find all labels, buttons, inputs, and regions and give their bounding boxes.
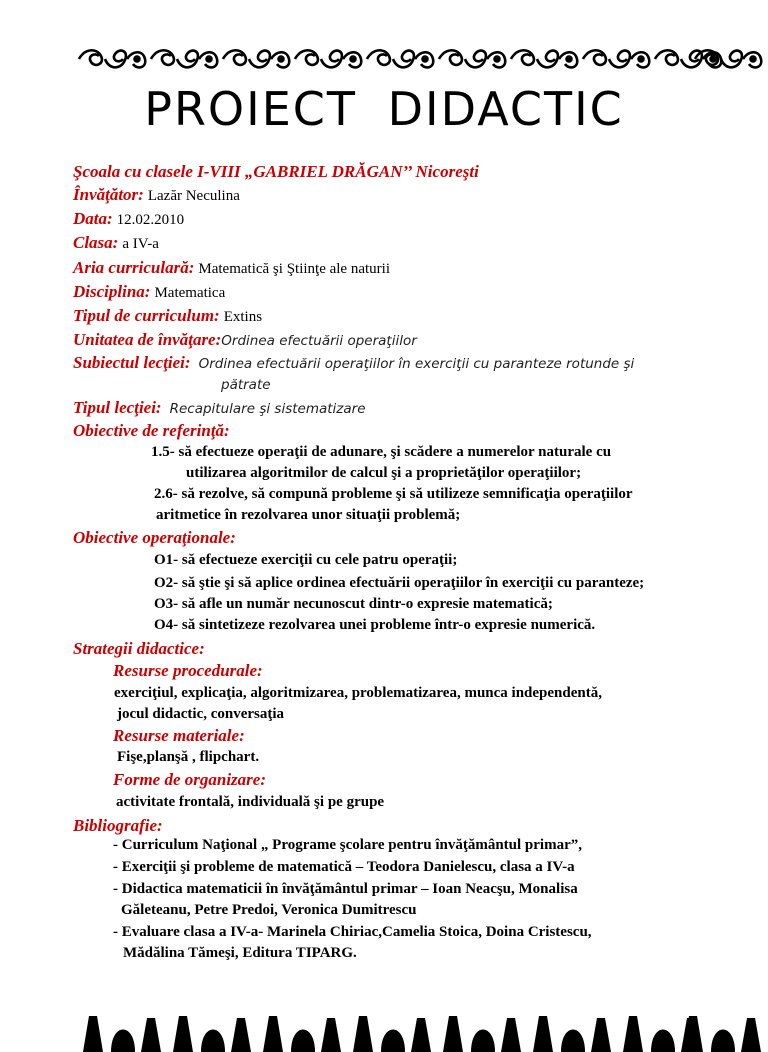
material-resources-line-1: Fişe,planşă , flipchart. bbox=[117, 749, 260, 765]
bibliography-heading: Bibliografie: bbox=[73, 816, 163, 835]
lesson-subject-label: Subiectul lecţiei: bbox=[73, 353, 191, 372]
discipline-value: Matematica bbox=[154, 285, 226, 301]
date-line bbox=[73, 209, 184, 229]
lesson-type-label: Tipul lecţiei: bbox=[73, 398, 162, 417]
procedural-resources-heading: Resurse procedurale: bbox=[113, 661, 263, 680]
reference-objectives-heading: Obiective de referinţă: bbox=[73, 421, 230, 440]
bibliography-item-4-cont: Mădălina Tămeşi, Editura TIPARG. bbox=[123, 945, 357, 961]
lesson-type-value: Recapitulare şi sistematizare bbox=[169, 401, 366, 417]
reference-objective-2: 2.6- să rezolve, să compună probleme şi să utilizeze semnificaţia operaţiilor bbox=[154, 486, 633, 502]
class-label: Clasa: bbox=[73, 233, 119, 252]
page-title: PROIECT DIDACTIC bbox=[144, 82, 624, 136]
lesson-type-line bbox=[73, 398, 366, 418]
organization-forms-line-1: activitate frontală, individuală şi pe grupe bbox=[116, 794, 385, 810]
reference-objective-1: 1.5- să efectueze operaţii de adunare, şi scădere a numerelor naturale cu bbox=[151, 444, 612, 460]
strategies-heading: Strategii didactice: bbox=[73, 639, 205, 658]
date-label: Data: bbox=[73, 209, 113, 228]
lesson-subject-line bbox=[73, 353, 634, 373]
operational-objective-o1: O1- să efectueze exerciţii cu cele patru operaţii; bbox=[154, 552, 458, 568]
learning-unit-label: Unitatea de învăţare: bbox=[73, 330, 222, 349]
school-label: Şcoala cu clasele I-VIII „GABRIEL DRĂGAN’’ Nicoreşti bbox=[73, 162, 479, 181]
class-line bbox=[73, 233, 159, 253]
bibliography-item-3: - Didactica matematicii în învăţământul primar – Ioan Neacşu, Monalisa bbox=[113, 881, 578, 897]
bibliography-item-2: - Exerciţii şi probleme de matematică – Teodora Danielescu, clasa a IV-a bbox=[113, 859, 575, 875]
operational-objective-o2: O2- să ştie şi să aplice ordinea efectuării operaţiilor în exerciţii cu paranteze; bbox=[154, 575, 645, 591]
curricular-area-label: Aria curriculară: bbox=[73, 258, 195, 277]
teacher-value: Lazăr Neculina bbox=[147, 188, 240, 204]
school-line bbox=[73, 162, 479, 182]
bibliography-item-1: - Curriculum Naţional „ Programe şcolare pentru învăţământul primar”, bbox=[113, 837, 582, 853]
curriculum-type-label: Tipul de curriculum: bbox=[73, 306, 220, 325]
reference-objective-2-cont: aritmetice în rezolvarea unor situaţii problemă; bbox=[156, 507, 461, 523]
operational-objective-o4: O4- să sintetizeze rezolvarea unei probleme într-o expresie numerică. bbox=[154, 617, 596, 633]
class-value: a IV-a bbox=[122, 236, 159, 252]
lesson-subject-continuation bbox=[221, 376, 271, 394]
procedural-resources-line-2: jocul didactic, conversaţia bbox=[117, 706, 285, 722]
reference-objective-1-cont: utilizarea algoritmilor de calcul şi a proprietăţilor operaţiilor; bbox=[186, 465, 582, 481]
lesson-subject-value: Ordinea efectuării operaţiilor în exerciţii cu paranteze rotunde şi bbox=[198, 356, 635, 372]
curricular-area-value: Matematică şi Ştiinţe ale naturii bbox=[198, 261, 390, 277]
lesson-subject-value-2: pătrate bbox=[221, 377, 271, 393]
organization-forms-heading: Forme de organizare: bbox=[113, 770, 266, 789]
discipline-line bbox=[73, 282, 225, 302]
bibliography-item-4: - Evaluare clasa a IV-a- Marinela Chiriac,Camelia Stoica, Doina Cristescu, bbox=[113, 924, 592, 940]
teacher-label: Învăţător: bbox=[73, 185, 144, 204]
learning-unit-line bbox=[73, 330, 417, 350]
procedural-resources-line-1: exerciţiul, explicaţia, algoritmizarea, problematizarea, munca independentă, bbox=[114, 685, 602, 701]
decorative-border-top bbox=[75, 44, 763, 74]
bibliography-item-3-cont: Găleteanu, Petre Predoi, Veronica Dumitrescu bbox=[121, 902, 417, 918]
curriculum-type-value: Extins bbox=[223, 309, 263, 325]
curricular-area-line bbox=[73, 258, 390, 278]
discipline-label: Disciplina: bbox=[73, 282, 151, 301]
date-value: 12.02.2010 bbox=[116, 212, 185, 228]
operational-objective-o3: O3- să afle un număr necunoscut dintr-o expresie matematică; bbox=[154, 596, 553, 612]
learning-unit-value: Ordinea efectuării operaţiilor bbox=[221, 333, 417, 349]
teacher-line bbox=[73, 185, 240, 205]
operational-objectives-heading: Obiective operaţionale: bbox=[73, 528, 236, 547]
decorative-border-bottom bbox=[75, 1012, 763, 1052]
material-resources-heading: Resurse materiale: bbox=[113, 726, 245, 745]
curriculum-type-line bbox=[73, 306, 262, 326]
